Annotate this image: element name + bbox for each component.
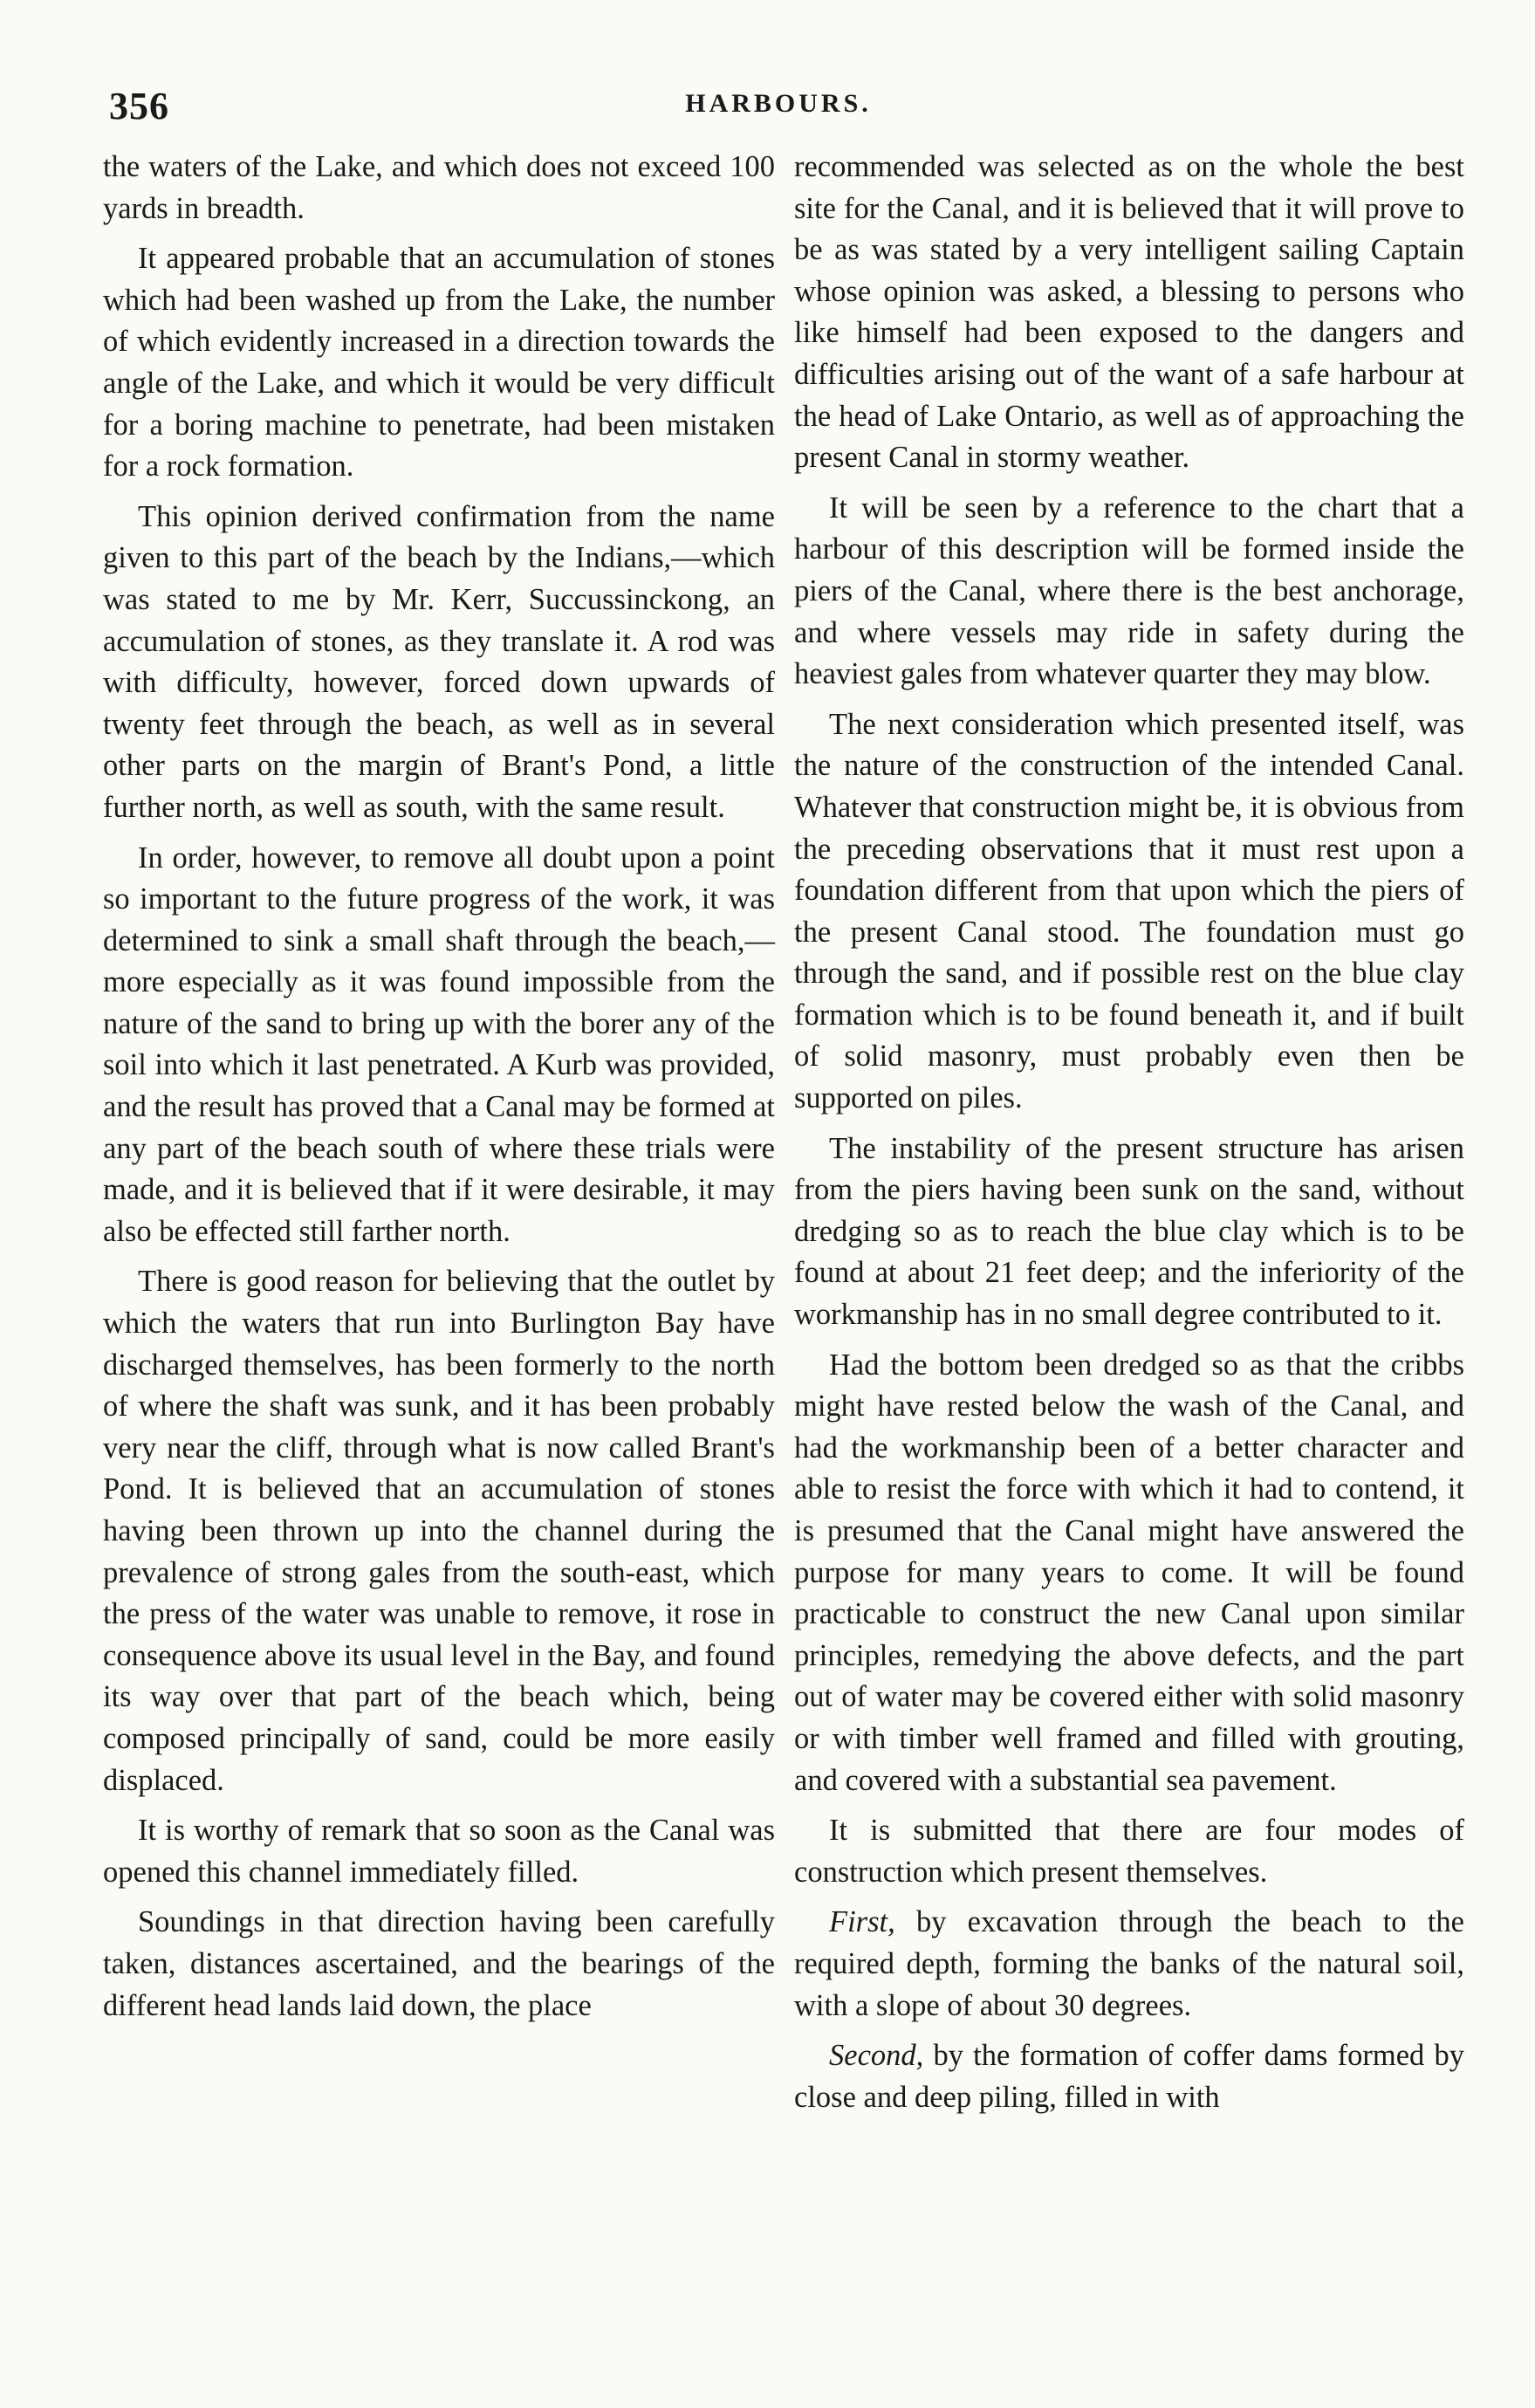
paragraph: [794, 2035, 1464, 2118]
running-head: HARBOURS.: [685, 89, 872, 118]
right-column: [794, 147, 1464, 2127]
paragraph: Had the bottom been dredged so as that the cribbs might have rested below the wash of the Canal, and had the workmanship been of a better character and able to resist the force with which it had to contend, it is presumed that the Canal might have answered the purpose for many years to come. It will be found practicable to construct the new Canal upon similar principles, remedying the above defects, and the part out of water may be covered either with solid masonry or with timber well framed and filled with grouting, and covered with a substantial sea pavement.: [794, 1348, 1464, 1797]
paragraph-text: by excavation through the beach to the required depth, forming the banks of the natural soil, with a slope of about 30 degrees.: [794, 1905, 1464, 2022]
paragraph: There is good reason for believing that the outlet by which the waters that run into Burlington Bay have discharged themselves, has been formerly to the north of where the shaft was sunk, and it has been probably very near the cliff, through what is now called Brant's Pond. It is believed that an accumulation of stones having been thrown up into the channel during the prevalence of strong gales from the south-east, which the press of the water was unable to remove, it rose in consequence above its usual level in the Bay, and found its way over that part of the beach which, being composed principally of sand, could be more easily displaced.: [103, 1265, 775, 1797]
paragraph: This opinion derived confirmation from the name given to this part of the beach by the Indians,—which was stated to me by Mr. Kerr, Succussinckong, an accumulation of stones, as they translate it. A rod was with difficulty, however, forced down upwards of twenty feet through the beach, as well as in several other parts on the margin of Brant's Pond, a little further north, as well as south, with the same result.: [103, 499, 775, 824]
page-header: [109, 84, 1448, 136]
paragraph: It is worthy of remark that so soon as the Canal was opened this channel immediately filled.: [103, 1814, 775, 1889]
paragraph: In order, however, to remove all doubt upon a point so important to the future progress of the work, it was determined to sink a small shaft through the beach,—more especially as it was found impossible from the nature of the sand to bring up with the borer any of the soil into which it last penetrated. A Kurb was provided, and the result has proved that a Canal may be formed at any part of the beach south of where these trials were made, and it is believed that if it were desirable, it may also be effected still farther north.: [103, 840, 775, 1248]
ordinal-lead: Second,: [829, 2039, 924, 2073]
left-column: [103, 147, 775, 2035]
paragraph: recommended was selected as on the whole the best site for the Canal, and it is believed that it will prove to be as was stated by a very intelligent sailing Captain whose opinion was asked, a blessing to persons who like himself had been exposed to the dangers and difficulties arising out of the want of a safe harbour at the head of Lake Ontario, as well as of approaching the present Canal in stormy weather.: [794, 150, 1464, 475]
paragraph-text: by the formation of coffer dams formed by close and deep piling, filled in with: [794, 2039, 1464, 2114]
paragraph: It is submitted that there are four modes of construction which present themselves.: [794, 1814, 1464, 1889]
paragraph: Soundings in that direction having been carefully taken, distances ascertained, and the bearings of the different head lands laid down, the place: [103, 1905, 775, 2022]
ordinal-lead: First,: [829, 1905, 895, 1939]
paragraph: The next consideration which presented itself, was the nature of the construction of the intended Canal. Whatever that construction might be, it is obvious from the preceding observations that it must rest upon a foundation different from that upon which the piers of the present Canal stood. The foundation must go through the sand, and if possible rest on the blue clay formation which is to be found beneath it, and if built of solid masonry, must probably even then be supported on piles.: [794, 707, 1464, 1115]
paragraph: the waters of the Lake, and which does not exceed 100 yards in breadth.: [103, 150, 775, 225]
page-number: 356: [109, 85, 169, 127]
paragraph: [794, 1902, 1464, 2027]
paragraph: The instability of the present structure has arisen from the piers having been sunk on the sand, without dredging so as to reach the blue clay which is to be found at about 21 feet deep; and the inferiority of the workmanship has in no small degree contributed to it.: [794, 1131, 1464, 1332]
paragraph: It will be seen by a reference to the chart that a harbour of this description will be formed inside the piers of the Canal, where there is the best anchorage, and where vessels may ride in safety during the heaviest gales from whatever quarter they may blow.: [794, 491, 1464, 691]
paragraph: It appeared probable that an accumulation of stones which had been washed up from the Lake, the number of which evidently increased in a direction towards the angle of the Lake, and which it would be very difficult for a boring machine to penetrate, had been mistaken for a rock formation.: [103, 242, 775, 484]
